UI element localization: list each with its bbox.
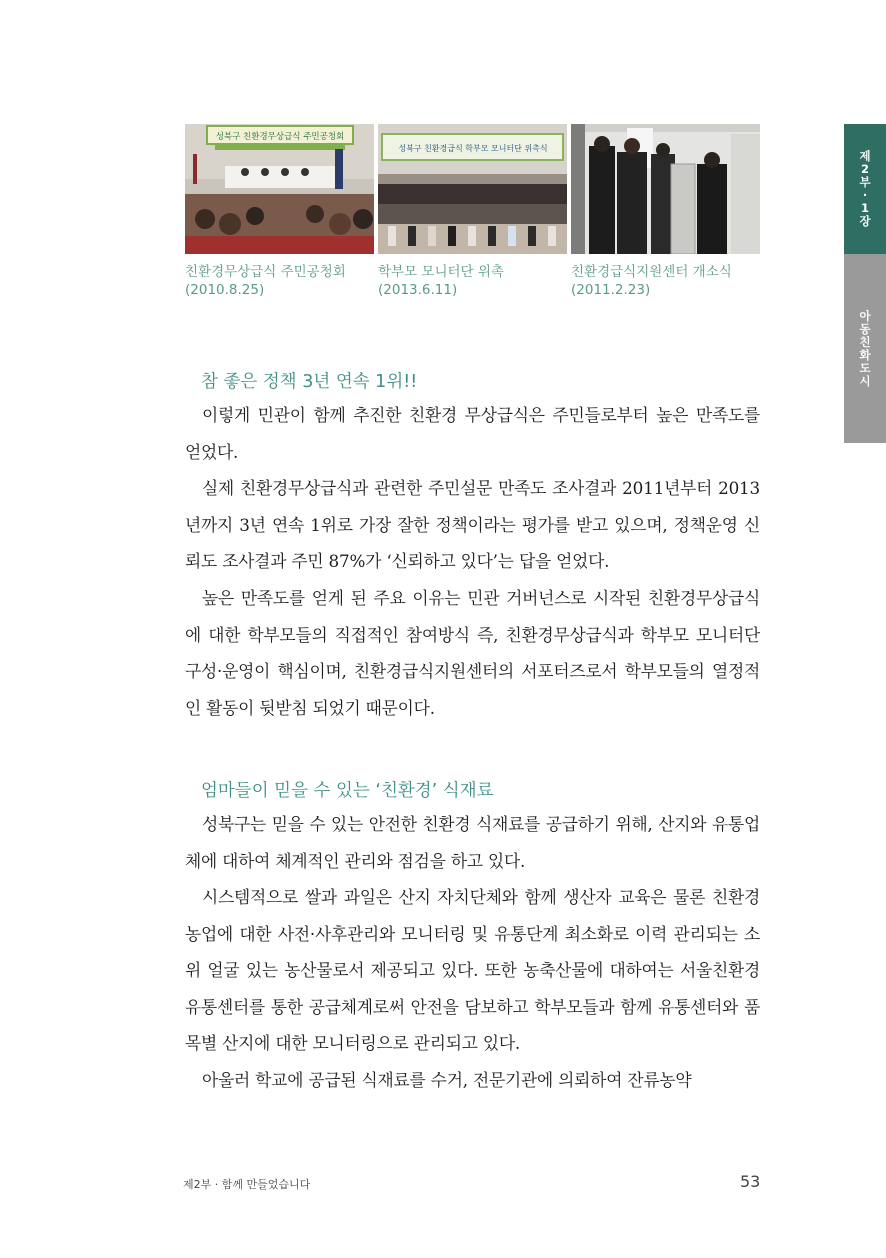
photo-monitor-appointment <box>378 124 567 254</box>
photo-public-hearing <box>185 124 374 254</box>
caption-date: (2011.2.23) <box>571 282 651 298</box>
side-tab-section <box>844 254 886 443</box>
caption-photo-2 <box>378 263 504 299</box>
body-paragraph: 높은 만족도를 얻게 된 주요 이유는 민관 거버넌스로 시작된 친환경무상급식에 대한 학부모들의 직접적인 참여방식 즉, 친환경무상급식과 학부모 모니터단 구성·운영이 핵심이며, 친환경급식지원센터의 서포터즈로서 학부모들의 열정적인 활동이 뒷받침 되었기 때문이다. <box>185 588 760 718</box>
tab-char: 동 <box>859 321 871 336</box>
section-heading-policy-ranking: 참 좋은 정책 3년 연속 1위!! <box>201 372 418 392</box>
caption-title: 친환경무상급식 주민공청회 <box>185 264 346 280</box>
caption-photo-3 <box>571 263 732 299</box>
side-tab-chapter <box>844 124 886 254</box>
caption-photo-1 <box>185 263 346 299</box>
caption-date: (2010.8.25) <box>185 282 265 298</box>
section-heading-eco-ingredients: 엄마들이 믿을 수 있는 ‘친환경’ 식재료 <box>201 781 494 801</box>
body-paragraph: 이렇게 민관이 함께 추진한 친환경 무상급식은 주민들로부터 높은 만족도를 얻었다. <box>185 405 760 462</box>
body-paragraph: 실제 친환경무상급식과 관련한 주민설문 만족도 조사결과 2011년부터 2013년까지 3년 연속 1위로 가장 잘한 정책이라는 평가를 받고 있으며, 정책운영 신뢰도 조사결과 주민 87%가 ‘신뢰하고 있다’는 답을 얻었다. <box>185 478 760 571</box>
tab-char: 2 <box>860 162 869 176</box>
body-paragraph: 성북구는 믿을 수 있는 안전한 친환경 식재료를 공급하기 위해, 산지와 유통업체에 대하여 체계적인 관리와 점검을 하고 있다. <box>185 814 760 871</box>
caption-title: 친환경급식지원센터 개소식 <box>571 264 732 280</box>
tab-char: 화 <box>859 347 871 362</box>
tab-char: 장 <box>859 214 871 228</box>
tab-char: 1 <box>860 201 869 215</box>
tab-char: 친 <box>859 334 871 349</box>
body-paragraph: 시스템적으로 쌀과 과일은 산지 자치단체와 함께 생산자 교육은 물론 친환경농업에 대한 사전·사후관리와 모니터링 및 유통단계 최소화로 이력 관리되는 소위 얼굴 있는 농산물로서 제공되고 있다. 또한 농축산물에 대하여는 서울친환경유통센터를 통한 공급체계로써 안전을 담보하고 학부모들과 함께 유통센터와 품목별 산지에 대한 모니터링으로 관리되고 있다. <box>185 887 760 1053</box>
photo-center-opening <box>571 124 760 254</box>
caption-title: 학부모 모니터단 위촉 <box>378 264 504 280</box>
photo-banner-text: 성북구 친환경급식 학부모 모니터단 위촉식 <box>398 144 548 153</box>
footer-part-label: 제2부 · 함께 만들었습니다 <box>183 1178 311 1191</box>
page-number: 53 <box>740 1172 761 1191</box>
tab-char: 시 <box>859 373 871 388</box>
tab-char: 부 <box>859 175 871 189</box>
tab-char: 아 <box>859 308 871 323</box>
photo-banner-text: 성북구 친환경무상급식 주민공청회 <box>215 132 345 142</box>
tab-char: · <box>862 188 868 202</box>
body-paragraph: 아울러 학교에 공급된 식재료를 수거, 전문기관에 의뢰하여 잔류농약 <box>202 1070 692 1090</box>
caption-date: (2013.6.11) <box>378 282 458 298</box>
tab-char: 제 <box>859 149 871 163</box>
tab-char: 도 <box>859 360 871 375</box>
